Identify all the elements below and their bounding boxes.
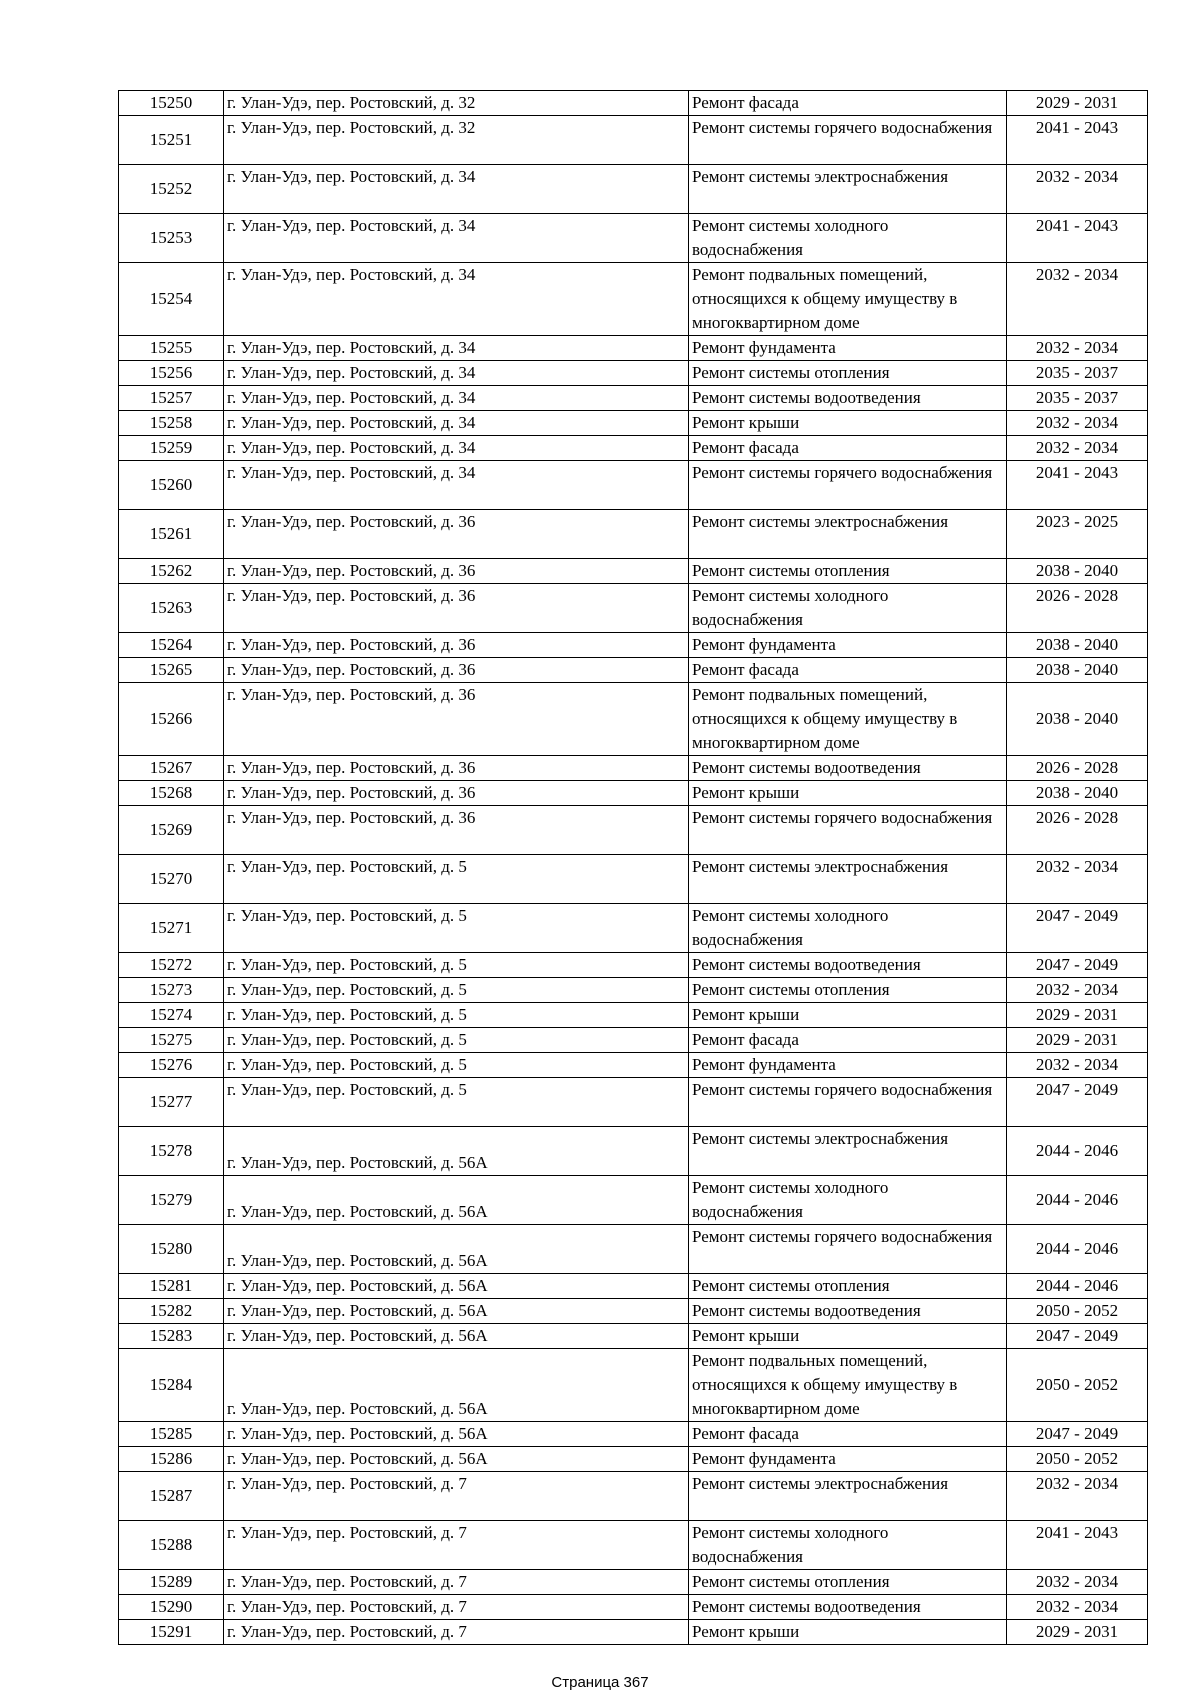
period-cell: 2047 - 2049 <box>1007 1422 1148 1447</box>
table-row <box>119 584 1148 633</box>
period-cell: 2038 - 2040 <box>1007 658 1148 683</box>
row-number-cell: 15275 <box>119 1028 224 1053</box>
period-cell: 2044 - 2046 <box>1007 1274 1148 1299</box>
row-number-cell: 15265 <box>119 658 224 683</box>
table-row <box>119 1028 1148 1053</box>
row-number-cell: 15264 <box>119 633 224 658</box>
address-cell: г. Улан-Удэ, пер. Ростовский, д. 36 <box>224 781 689 806</box>
row-number-cell: 15278 <box>119 1127 224 1176</box>
period-cell: 2029 - 2031 <box>1007 1003 1148 1028</box>
work-type-cell: Ремонт системы горячего водоснабжения <box>689 1078 1007 1127</box>
row-number-cell: 15287 <box>119 1472 224 1521</box>
work-type-cell: Ремонт фасада <box>689 1422 1007 1447</box>
address-cell: г. Улан-Удэ, пер. Ростовский, д. 5 <box>224 1028 689 1053</box>
row-number-cell: 15274 <box>119 1003 224 1028</box>
address-cell: г. Улан-Удэ, пер. Ростовский, д. 34 <box>224 361 689 386</box>
work-type-cell: Ремонт системы горячего водоснабжения <box>689 806 1007 855</box>
address-cell: г. Улан-Удэ, пер. Ростовский, д. 34 <box>224 263 689 336</box>
table-row <box>119 1053 1148 1078</box>
row-number-cell: 15279 <box>119 1176 224 1225</box>
address-cell: г. Улан-Удэ, пер. Ростовский, д. 34 <box>224 336 689 361</box>
row-number-cell: 15257 <box>119 386 224 411</box>
address-cell: г. Улан-Удэ, пер. Ростовский, д. 34 <box>224 461 689 510</box>
work-type-cell: Ремонт фундамента <box>689 1447 1007 1472</box>
table-row <box>119 165 1148 214</box>
work-type-cell: Ремонт крыши <box>689 1620 1007 1645</box>
period-cell: 2032 - 2034 <box>1007 436 1148 461</box>
address-cell: г. Улан-Удэ, пер. Ростовский, д. 36 <box>224 559 689 584</box>
row-number-cell: 15277 <box>119 1078 224 1127</box>
row-number-cell: 15263 <box>119 584 224 633</box>
row-number-cell: 15271 <box>119 904 224 953</box>
table-row <box>119 1422 1148 1447</box>
row-number-cell: 15258 <box>119 411 224 436</box>
table-row <box>119 1225 1148 1274</box>
row-number-cell: 15284 <box>119 1349 224 1422</box>
work-type-cell: Ремонт системы электроснабжения <box>689 1472 1007 1521</box>
repair-schedule-table <box>118 90 1148 1645</box>
work-type-cell: Ремонт системы электроснабжения <box>689 510 1007 559</box>
period-cell: 2041 - 2043 <box>1007 461 1148 510</box>
period-cell: 2038 - 2040 <box>1007 683 1148 756</box>
row-number-cell: 15260 <box>119 461 224 510</box>
table-row <box>119 953 1148 978</box>
period-cell: 2044 - 2046 <box>1007 1225 1148 1274</box>
table-row <box>119 781 1148 806</box>
table-row <box>119 855 1148 904</box>
row-number-cell: 15261 <box>119 510 224 559</box>
address-cell: г. Улан-Удэ, пер. Ростовский, д. 56А <box>224 1349 689 1422</box>
work-type-cell: Ремонт системы горячего водоснабжения <box>689 1225 1007 1274</box>
period-cell: 2047 - 2049 <box>1007 904 1148 953</box>
table-row <box>119 1127 1148 1176</box>
row-number-cell: 15291 <box>119 1620 224 1645</box>
table-row <box>119 978 1148 1003</box>
table-row <box>119 1521 1148 1570</box>
table-row <box>119 806 1148 855</box>
period-cell: 2041 - 2043 <box>1007 1521 1148 1570</box>
period-cell: 2047 - 2049 <box>1007 1324 1148 1349</box>
period-cell: 2041 - 2043 <box>1007 116 1148 165</box>
period-cell: 2029 - 2031 <box>1007 1620 1148 1645</box>
address-cell: г. Улан-Удэ, пер. Ростовский, д. 34 <box>224 214 689 263</box>
period-cell: 2041 - 2043 <box>1007 214 1148 263</box>
work-type-cell: Ремонт фасада <box>689 91 1007 116</box>
work-type-cell: Ремонт подвальных помещений, относящихся к общему имуществу в многоквартирном доме <box>689 1349 1007 1422</box>
address-cell: г. Улан-Удэ, пер. Ростовский, д. 56А <box>224 1447 689 1472</box>
row-number-cell: 15276 <box>119 1053 224 1078</box>
period-cell: 2038 - 2040 <box>1007 781 1148 806</box>
address-cell: г. Улан-Удэ, пер. Ростовский, д. 32 <box>224 116 689 165</box>
work-type-cell: Ремонт фундамента <box>689 633 1007 658</box>
work-type-cell: Ремонт фасада <box>689 658 1007 683</box>
address-cell: г. Улан-Удэ, пер. Ростовский, д. 56А <box>224 1176 689 1225</box>
period-cell: 2032 - 2034 <box>1007 1053 1148 1078</box>
work-type-cell: Ремонт подвальных помещений, относящихся к общему имуществу в многоквартирном доме <box>689 683 1007 756</box>
address-cell: г. Улан-Удэ, пер. Ростовский, д. 7 <box>224 1570 689 1595</box>
table-row <box>119 658 1148 683</box>
row-number-cell: 15273 <box>119 978 224 1003</box>
table-row <box>119 214 1148 263</box>
period-cell: 2032 - 2034 <box>1007 165 1148 214</box>
table-row <box>119 1078 1148 1127</box>
work-type-cell: Ремонт системы водоотведения <box>689 756 1007 781</box>
period-cell: 2032 - 2034 <box>1007 411 1148 436</box>
address-cell: г. Улан-Удэ, пер. Ростовский, д. 5 <box>224 1053 689 1078</box>
address-cell: г. Улан-Удэ, пер. Ростовский, д. 56А <box>224 1225 689 1274</box>
work-type-cell: Ремонт системы водоотведения <box>689 1299 1007 1324</box>
table-row <box>119 436 1148 461</box>
row-number-cell: 15283 <box>119 1324 224 1349</box>
table-row <box>119 559 1148 584</box>
table-row <box>119 904 1148 953</box>
work-type-cell: Ремонт фасада <box>689 436 1007 461</box>
address-cell: г. Улан-Удэ, пер. Ростовский, д. 7 <box>224 1472 689 1521</box>
work-type-cell: Ремонт подвальных помещений, относящихся к общему имуществу в многоквартирном доме <box>689 263 1007 336</box>
work-type-cell: Ремонт крыши <box>689 1324 1007 1349</box>
table-row <box>119 1447 1148 1472</box>
period-cell: 2029 - 2031 <box>1007 1028 1148 1053</box>
table-row <box>119 1349 1148 1422</box>
period-cell: 2032 - 2034 <box>1007 855 1148 904</box>
period-cell: 2029 - 2031 <box>1007 91 1148 116</box>
address-cell: г. Улан-Удэ, пер. Ростовский, д. 56А <box>224 1127 689 1176</box>
row-number-cell: 15262 <box>119 559 224 584</box>
row-number-cell: 15267 <box>119 756 224 781</box>
work-type-cell: Ремонт системы отопления <box>689 559 1007 584</box>
work-type-cell: Ремонт фундамента <box>689 1053 1007 1078</box>
work-type-cell: Ремонт системы электроснабжения <box>689 855 1007 904</box>
work-type-cell: Ремонт системы холодного водоснабжения <box>689 1521 1007 1570</box>
work-type-cell: Ремонт системы холодного водоснабжения <box>689 214 1007 263</box>
row-number-cell: 15280 <box>119 1225 224 1274</box>
address-cell: г. Улан-Удэ, пер. Ростовский, д. 56А <box>224 1299 689 1324</box>
address-cell: г. Улан-Удэ, пер. Ростовский, д. 7 <box>224 1595 689 1620</box>
table-row <box>119 1299 1148 1324</box>
address-cell: г. Улан-Удэ, пер. Ростовский, д. 56А <box>224 1274 689 1299</box>
period-cell: 2032 - 2034 <box>1007 1595 1148 1620</box>
work-type-cell: Ремонт системы горячего водоснабжения <box>689 461 1007 510</box>
address-cell: г. Улан-Удэ, пер. Ростовский, д. 36 <box>224 658 689 683</box>
row-number-cell: 15288 <box>119 1521 224 1570</box>
work-type-cell: Ремонт крыши <box>689 411 1007 436</box>
period-cell: 2050 - 2052 <box>1007 1447 1148 1472</box>
table-row <box>119 91 1148 116</box>
row-number-cell: 15281 <box>119 1274 224 1299</box>
work-type-cell: Ремонт системы горячего водоснабжения <box>689 116 1007 165</box>
work-type-cell: Ремонт системы водоотведения <box>689 386 1007 411</box>
row-number-cell: 15269 <box>119 806 224 855</box>
period-cell: 2032 - 2034 <box>1007 1472 1148 1521</box>
period-cell: 2032 - 2034 <box>1007 1570 1148 1595</box>
address-cell: г. Улан-Удэ, пер. Ростовский, д. 5 <box>224 855 689 904</box>
work-type-cell: Ремонт крыши <box>689 1003 1007 1028</box>
row-number-cell: 15270 <box>119 855 224 904</box>
period-cell: 2035 - 2037 <box>1007 386 1148 411</box>
address-cell: г. Улан-Удэ, пер. Ростовский, д. 5 <box>224 953 689 978</box>
period-cell: 2044 - 2046 <box>1007 1127 1148 1176</box>
table-row <box>119 510 1148 559</box>
table-row <box>119 633 1148 658</box>
row-number-cell: 15268 <box>119 781 224 806</box>
address-cell: г. Улан-Удэ, пер. Ростовский, д. 5 <box>224 1003 689 1028</box>
address-cell: г. Улан-Удэ, пер. Ростовский, д. 36 <box>224 806 689 855</box>
work-type-cell: Ремонт системы отопления <box>689 1274 1007 1299</box>
period-cell: 2026 - 2028 <box>1007 584 1148 633</box>
work-type-cell: Ремонт фундамента <box>689 336 1007 361</box>
work-type-cell: Ремонт системы холодного водоснабжения <box>689 584 1007 633</box>
table-row <box>119 1620 1148 1645</box>
table-row <box>119 461 1148 510</box>
row-number-cell: 15285 <box>119 1422 224 1447</box>
period-cell: 2047 - 2049 <box>1007 1078 1148 1127</box>
table-row <box>119 411 1148 436</box>
table-body <box>119 91 1148 1645</box>
row-number-cell: 15272 <box>119 953 224 978</box>
address-cell: г. Улан-Удэ, пер. Ростовский, д. 36 <box>224 756 689 781</box>
period-cell: 2026 - 2028 <box>1007 806 1148 855</box>
table-row <box>119 1595 1148 1620</box>
table-row <box>119 1274 1148 1299</box>
row-number-cell: 15253 <box>119 214 224 263</box>
table-row <box>119 1570 1148 1595</box>
address-cell: г. Улан-Удэ, пер. Ростовский, д. 36 <box>224 584 689 633</box>
table-row <box>119 336 1148 361</box>
row-number-cell: 15259 <box>119 436 224 461</box>
work-type-cell: Ремонт системы водоотведения <box>689 953 1007 978</box>
work-type-cell: Ремонт системы электроснабжения <box>689 1127 1007 1176</box>
table-row <box>119 386 1148 411</box>
period-cell: 2032 - 2034 <box>1007 978 1148 1003</box>
row-number-cell: 15289 <box>119 1570 224 1595</box>
table-row <box>119 1472 1148 1521</box>
row-number-cell: 15286 <box>119 1447 224 1472</box>
table-row <box>119 1324 1148 1349</box>
table-row <box>119 756 1148 781</box>
table-row <box>119 116 1148 165</box>
address-cell: г. Улан-Удэ, пер. Ростовский, д. 36 <box>224 633 689 658</box>
work-type-cell: Ремонт фасада <box>689 1028 1007 1053</box>
address-cell: г. Улан-Удэ, пер. Ростовский, д. 5 <box>224 1078 689 1127</box>
address-cell: г. Улан-Удэ, пер. Ростовский, д. 34 <box>224 436 689 461</box>
address-cell: г. Улан-Удэ, пер. Ростовский, д. 7 <box>224 1521 689 1570</box>
address-cell: г. Улан-Удэ, пер. Ростовский, д. 7 <box>224 1620 689 1645</box>
address-cell: г. Улан-Удэ, пер. Ростовский, д. 56А <box>224 1422 689 1447</box>
address-cell: г. Улан-Удэ, пер. Ростовский, д. 36 <box>224 683 689 756</box>
address-cell: г. Улан-Удэ, пер. Ростовский, д. 34 <box>224 165 689 214</box>
period-cell: 2032 - 2034 <box>1007 263 1148 336</box>
table-row <box>119 1176 1148 1225</box>
work-type-cell: Ремонт системы отопления <box>689 361 1007 386</box>
address-cell: г. Улан-Удэ, пер. Ростовский, д. 34 <box>224 386 689 411</box>
period-cell: 2050 - 2052 <box>1007 1349 1148 1422</box>
table-row <box>119 683 1148 756</box>
work-type-cell: Ремонт системы отопления <box>689 1570 1007 1595</box>
work-type-cell: Ремонт системы холодного водоснабжения <box>689 1176 1007 1225</box>
period-cell: 2023 - 2025 <box>1007 510 1148 559</box>
period-cell: 2050 - 2052 <box>1007 1299 1148 1324</box>
address-cell: г. Улан-Удэ, пер. Ростовский, д. 34 <box>224 411 689 436</box>
period-cell: 2044 - 2046 <box>1007 1176 1148 1225</box>
address-cell: г. Улан-Удэ, пер. Ростовский, д. 56А <box>224 1324 689 1349</box>
row-number-cell: 15290 <box>119 1595 224 1620</box>
row-number-cell: 15255 <box>119 336 224 361</box>
table-row <box>119 1003 1148 1028</box>
row-number-cell: 15282 <box>119 1299 224 1324</box>
table-row <box>119 263 1148 336</box>
work-type-cell: Ремонт системы водоотведения <box>689 1595 1007 1620</box>
period-cell: 2026 - 2028 <box>1007 756 1148 781</box>
row-number-cell: 15250 <box>119 91 224 116</box>
work-type-cell: Ремонт системы электроснабжения <box>689 165 1007 214</box>
period-cell: 2047 - 2049 <box>1007 953 1148 978</box>
table-row <box>119 361 1148 386</box>
row-number-cell: 15266 <box>119 683 224 756</box>
work-type-cell: Ремонт системы холодного водоснабжения <box>689 904 1007 953</box>
address-cell: г. Улан-Удэ, пер. Ростовский, д. 36 <box>224 510 689 559</box>
row-number-cell: 15256 <box>119 361 224 386</box>
page-number: Страница 367 <box>551 1674 649 1691</box>
address-cell: г. Улан-Удэ, пер. Ростовский, д. 32 <box>224 91 689 116</box>
period-cell: 2038 - 2040 <box>1007 633 1148 658</box>
period-cell: 2032 - 2034 <box>1007 336 1148 361</box>
address-cell: г. Улан-Удэ, пер. Ростовский, д. 5 <box>224 904 689 953</box>
row-number-cell: 15251 <box>119 116 224 165</box>
row-number-cell: 15252 <box>119 165 224 214</box>
address-cell: г. Улан-Удэ, пер. Ростовский, д. 5 <box>224 978 689 1003</box>
work-type-cell: Ремонт крыши <box>689 781 1007 806</box>
period-cell: 2038 - 2040 <box>1007 559 1148 584</box>
period-cell: 2035 - 2037 <box>1007 361 1148 386</box>
work-type-cell: Ремонт системы отопления <box>689 978 1007 1003</box>
row-number-cell: 15254 <box>119 263 224 336</box>
